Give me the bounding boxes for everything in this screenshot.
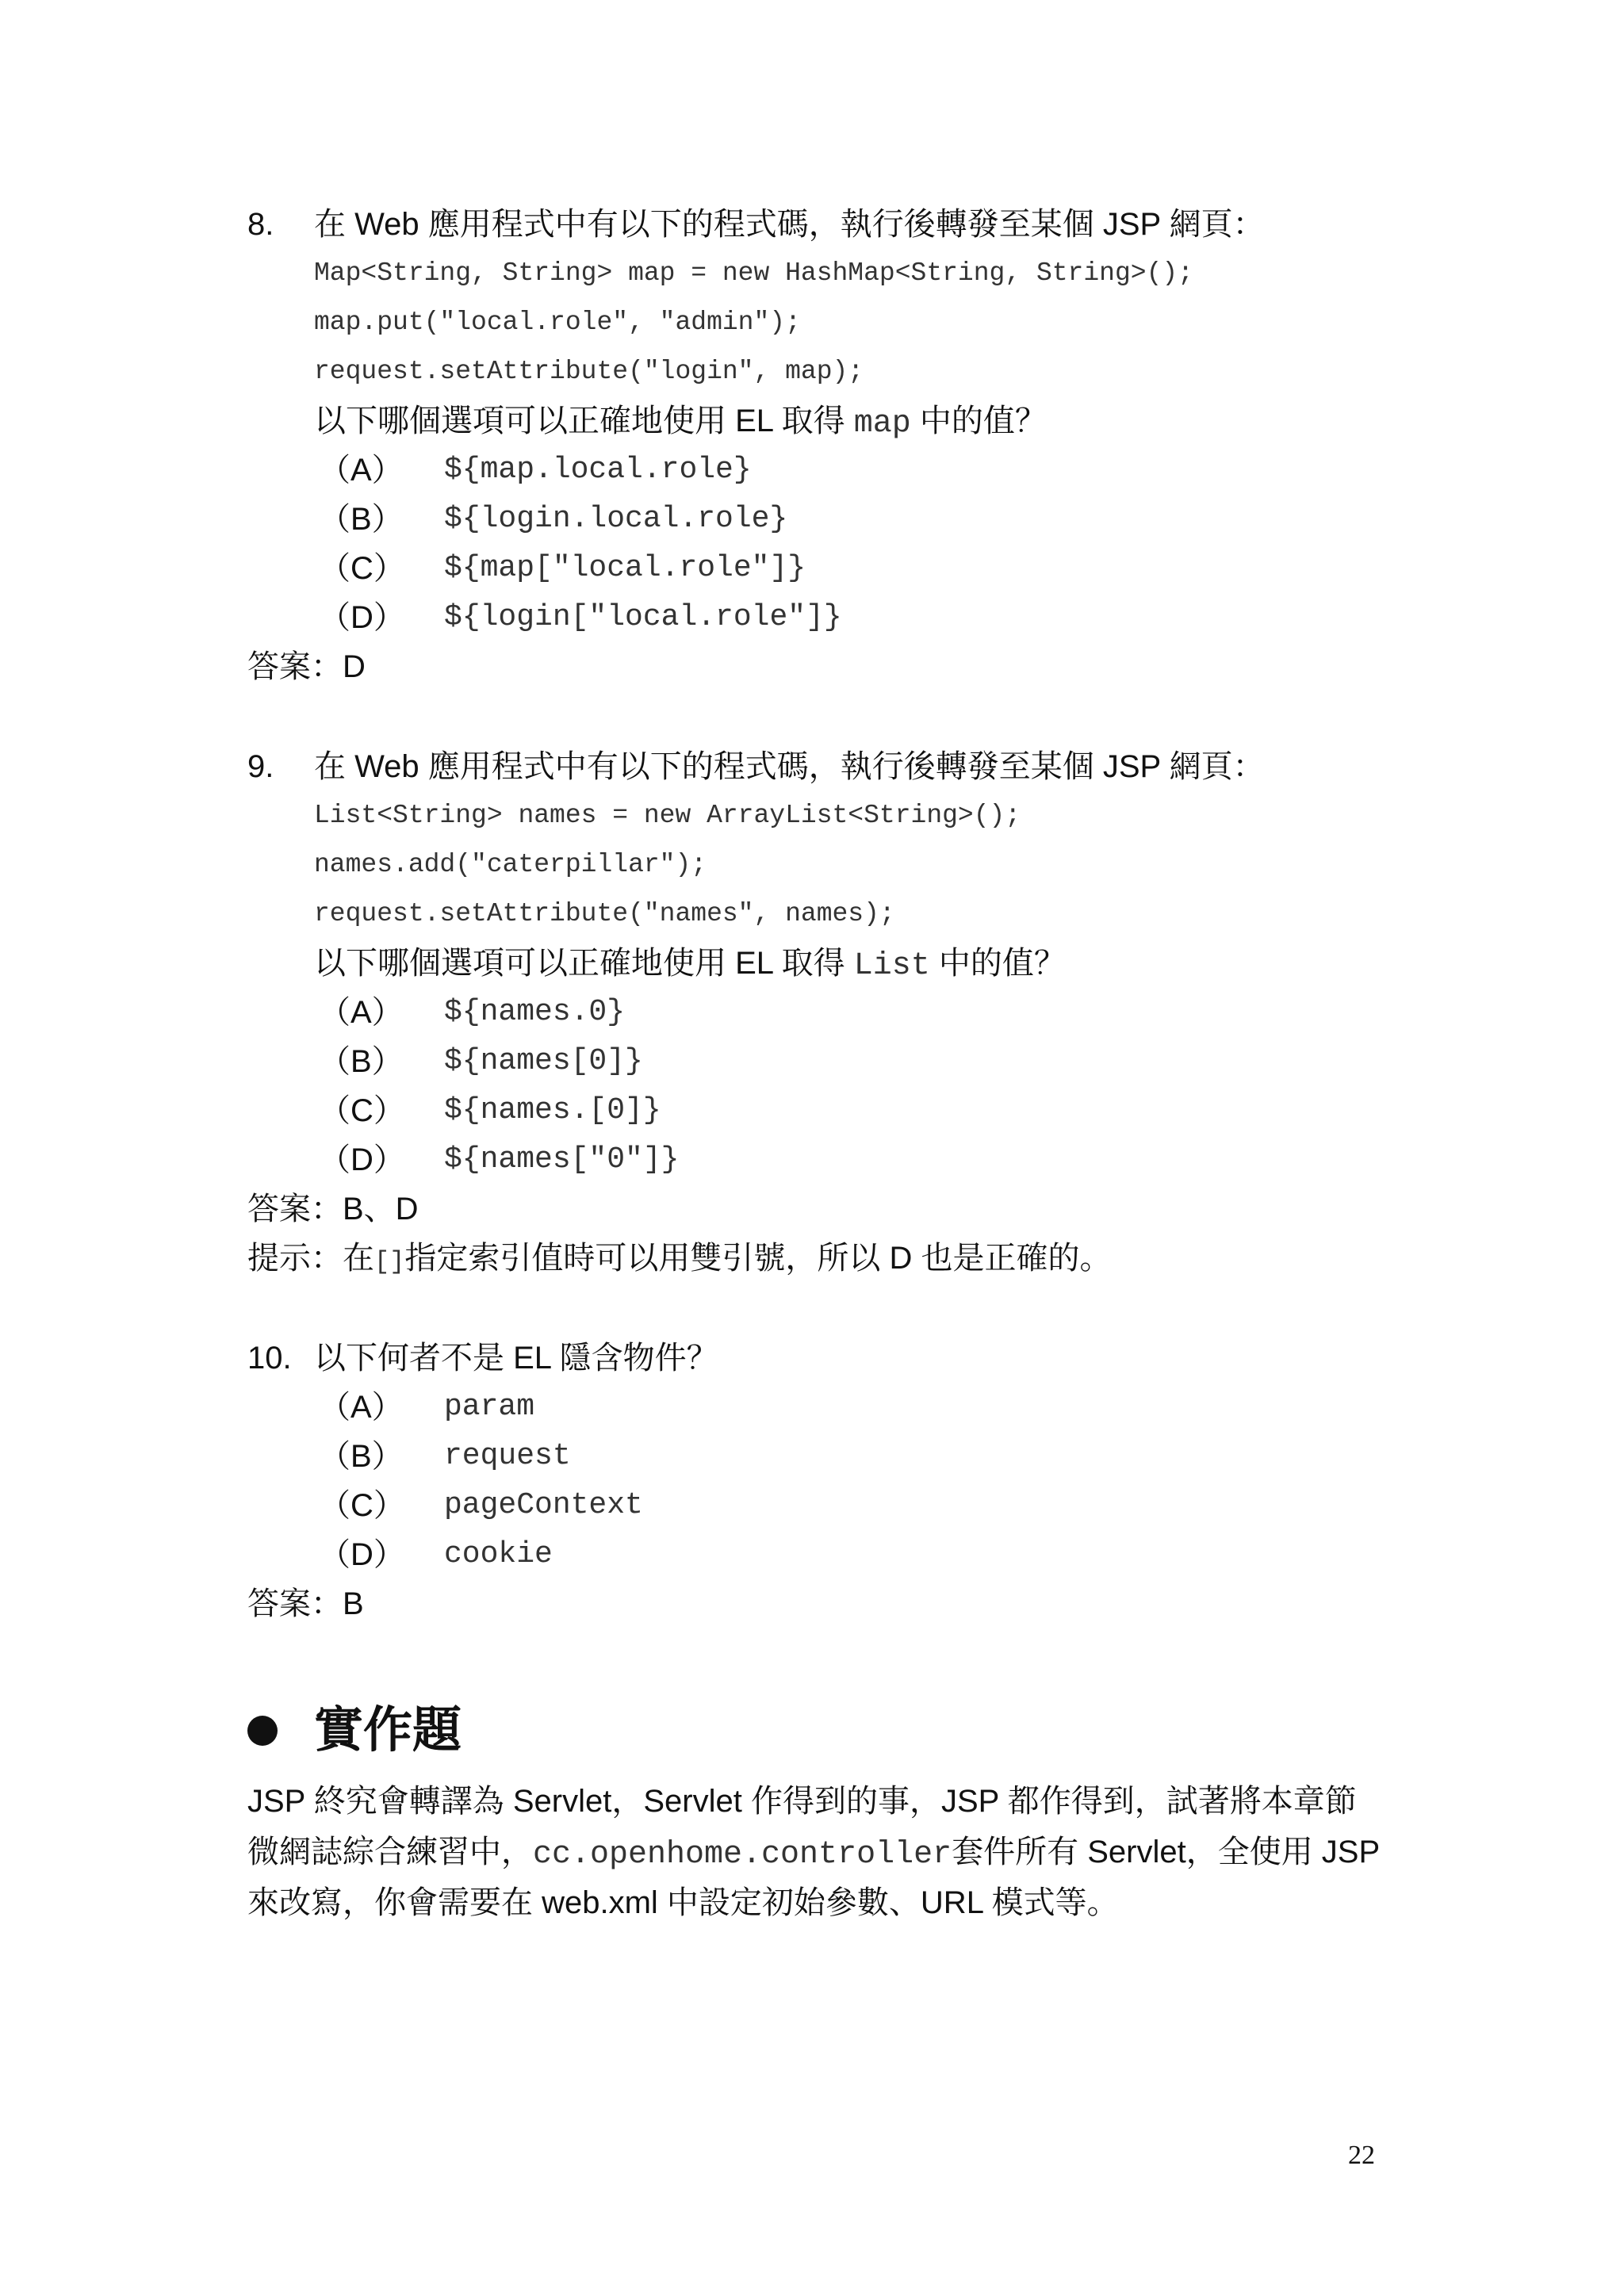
question-text: 在 Web 應用程式中有以下的程式碼，執行後轉發至某個 JSP 網頁： [314, 207, 1265, 242]
option-label: （B） [319, 1439, 404, 1474]
option-label: （A） [319, 453, 404, 488]
option-d [247, 1530, 1389, 1579]
option-value: cookie [444, 1537, 553, 1571]
option-d [247, 1135, 1389, 1184]
option-b [247, 495, 1389, 544]
paragraph-text: 套件所有 Servlet，全使用 JSP [952, 1835, 1381, 1869]
option-label: （D） [319, 1142, 405, 1177]
practice-paragraph [247, 1776, 1389, 1928]
option-value: ${map.local.role} [444, 453, 752, 487]
hint-code: [] [374, 1247, 405, 1276]
paragraph-code: cc.openhome.controller [533, 1837, 952, 1873]
question-number: 10. [247, 1341, 292, 1376]
section-title-text: 實作題 [314, 1703, 462, 1758]
option-label: （A） [319, 995, 404, 1030]
option-value: ${names.[0]} [444, 1093, 661, 1127]
paragraph-line: JSP 終究會轉譯為 Servlet，Servlet 作得到的事，JSP 都作得到，試著將本章節 [247, 1784, 1357, 1819]
answer: 答案：D [247, 649, 366, 684]
bullet-icon [247, 1716, 278, 1746]
question-8 [247, 200, 1389, 691]
hint-text: 指定索引值時可以用雙引號，所以 D 也是正確的。 [404, 1241, 1112, 1276]
question-text: 在 Web 應用程式中有以下的程式碼，執行後轉發至某個 JSP 網頁： [314, 749, 1265, 784]
option-label: （B） [319, 502, 404, 537]
code-line: request.setAttribute("names", names); [314, 899, 895, 928]
question-text: 以下何者不是 EL 隱含物件？ [314, 1341, 718, 1376]
option-value: ${names.0} [444, 995, 626, 1029]
answer: 答案：B、D [247, 1192, 419, 1226]
code-line: List<String> names = new ArrayList<String>(); [314, 801, 1021, 830]
option-value: ${login["local.role"]} [444, 600, 842, 634]
code-line: map.put("local.role", "admin"); [314, 308, 801, 337]
prompt-text: 中的值？ [929, 946, 1066, 981]
prompt-code: List [853, 948, 930, 984]
question-number: 9. [247, 749, 274, 784]
option-a [247, 988, 1389, 1037]
code-line: request.setAttribute("login", map); [314, 357, 864, 386]
code-line: Map<String, String> map = new HashMap<String, String>(); [314, 258, 1193, 288]
code-line: names.add("caterpillar"); [314, 850, 707, 879]
question-prompt [314, 396, 1389, 446]
option-label: （D） [319, 600, 405, 635]
option-value: pageContext [444, 1488, 643, 1522]
section-heading [247, 1695, 462, 1766]
answer: 答案：B [247, 1586, 364, 1621]
paragraph-line: 來改寫，你會需要在 web.xml 中設定初始參數、URL 模式等。 [247, 1885, 1119, 1920]
option-label: （C） [319, 551, 405, 586]
hint-text: 提示：在 [247, 1241, 374, 1276]
option-value: ${login.local.role} [444, 502, 788, 536]
question-10 [247, 1334, 1389, 1628]
question-9 [247, 742, 1389, 1283]
prompt-text: 以下哪個選項可以正確地使用 EL 取得 [314, 404, 854, 438]
option-a [247, 1383, 1389, 1432]
option-value: ${names[0]} [444, 1044, 643, 1078]
option-b [247, 1037, 1389, 1086]
option-label: （D） [319, 1537, 405, 1572]
prompt-text: 以下哪個選項可以正確地使用 EL 取得 [314, 946, 854, 981]
option-value: request [444, 1439, 571, 1473]
option-d [247, 593, 1389, 642]
prompt-code: map [853, 406, 911, 442]
option-label: （C） [319, 1488, 405, 1523]
question-prompt [314, 939, 1389, 988]
paragraph-text: 微網誌綜合練習中， [247, 1835, 533, 1869]
option-value: ${map["local.role"]} [444, 551, 806, 585]
option-c [247, 1086, 1389, 1135]
prompt-text: 中的值？ [910, 404, 1047, 438]
option-a [247, 446, 1389, 495]
option-b [247, 1432, 1389, 1481]
hint [247, 1234, 1389, 1283]
option-value: param [444, 1390, 535, 1424]
question-number: 8. [247, 207, 274, 242]
option-label: （B） [319, 1044, 404, 1079]
paragraph-line [247, 1827, 1389, 1877]
option-value: ${names["0"]} [444, 1142, 680, 1177]
option-label: （A） [319, 1390, 404, 1425]
option-c [247, 544, 1389, 593]
option-label: （C） [319, 1093, 405, 1128]
page-number: 22 [1348, 2141, 1375, 2170]
option-c [247, 1481, 1389, 1530]
